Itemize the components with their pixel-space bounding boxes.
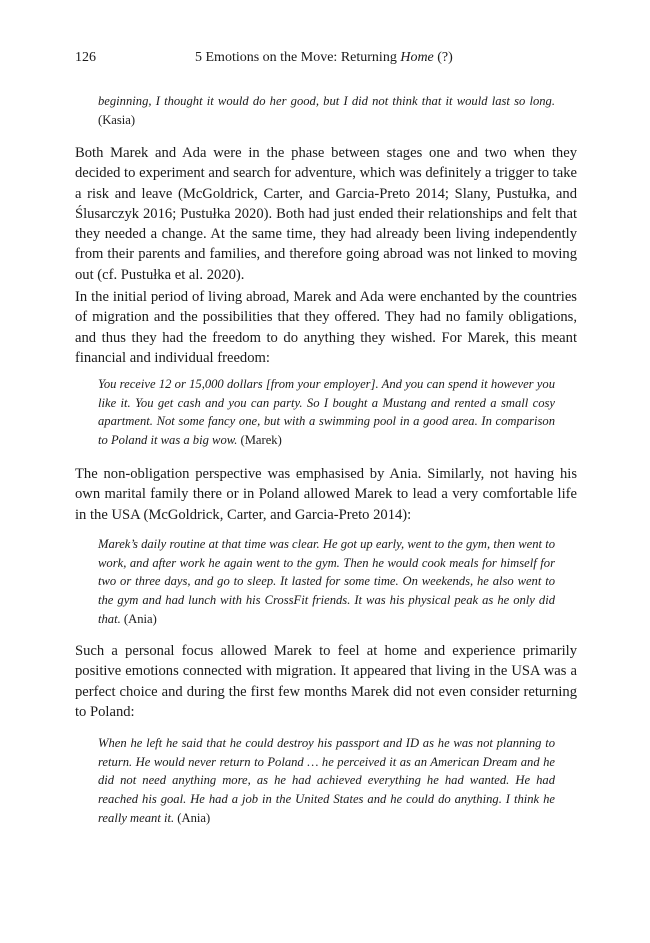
quote-text: When he left he said that he could destroy his passport and ID as he was not planning to return. He would never return to Poland … he perceived it as an American Dream and he did not need anything more, as he had achieved everything he had wanted. He had reached his goal. He had a job in the United States and he could do anything. I think he really meant it. [98,736,555,825]
block-quote [98,92,555,129]
paragraph-text: Such a personal focus allowed Marek to feel at home and experience primarily positive emotions connected with migration. It appeared that living in the USA was a perfect choice and during the first few months Marek did not even consider returning to Poland: [75,643,577,720]
body-paragraph [75,287,577,368]
quote-text: Marek’s daily routine at that time was clear. He got up early, went to the gym, then went to work, and after work he again went to the gym. Then he would cook meals for himself for two or three days, and go to sleep. It lasted for some time. On weekends, he also went to the gym and had lunch with his CrossFit friends. It was his physical peak as he only did that. [98,537,555,626]
paragraph-text: Both Marek and Ada were in the phase between stages one and two when they decided to experiment and search for adventure, which was definitely a trigger to take a risk and leave (McGoldrick, Carter, and Garcia-Preto 2014; Slany, Pustułka, and Ślusarczyk 2016; Pustułka 2020). Both had just ended their relationships and felt that they needed a change. At the same time, they had already been living independently from their parents and families, and therefore going abroad was not linked to moving out (cf. Pustułka et al. 2020). [75,145,577,283]
page-number: 126 [75,50,96,65]
quote-attribution: (Ania) [177,810,211,825]
block-quote [98,375,555,450]
quote-text: You receive 12 or 15,000 dollars [from your employer]. And you can spend it however you like it. You get cash and you can party. So I bought a Mustang and rented a small cosy apartment. Not some fancy one, but with a swimming pool in a good area. In comparison to Poland it was a big wow. [98,377,555,448]
paragraph-text: The non-obligation perspective was emphasised by Ania. Similarly, not having his own marital family there or in Poland allowed Marek to lead a very comfortable life in the USA (McGoldrick, Carter, and Garcia-Preto 2014): [75,466,577,523]
body-paragraph [75,464,577,525]
quote-attribution: (Marek) [240,433,282,448]
block-quote [98,535,555,629]
quote-text: beginning, I thought it would do her good, but I did not think that it would last so long. [98,94,555,108]
body-paragraph [75,641,577,722]
quote-attribution: (Ania) [123,611,157,626]
quote-attribution: (Kasia) [98,112,136,127]
running-header [75,50,577,70]
chapter-title-prefix: 5 Emotions on the Move: Returning [195,50,401,65]
chapter-title-suffix: (?) [433,50,453,65]
chapter-title [195,50,453,66]
paragraph-text: In the initial period of living abroad, Marek and Ada were enchanted by the countries of migration and the possibilities that they offered. They had no family obligations, and thus they had the freedom to do anything they wished. For Marek, this meant financial and individual freedom: [75,289,577,366]
block-quote [98,734,555,828]
chapter-title-italic: Home [400,50,434,65]
body-paragraph [75,143,577,285]
